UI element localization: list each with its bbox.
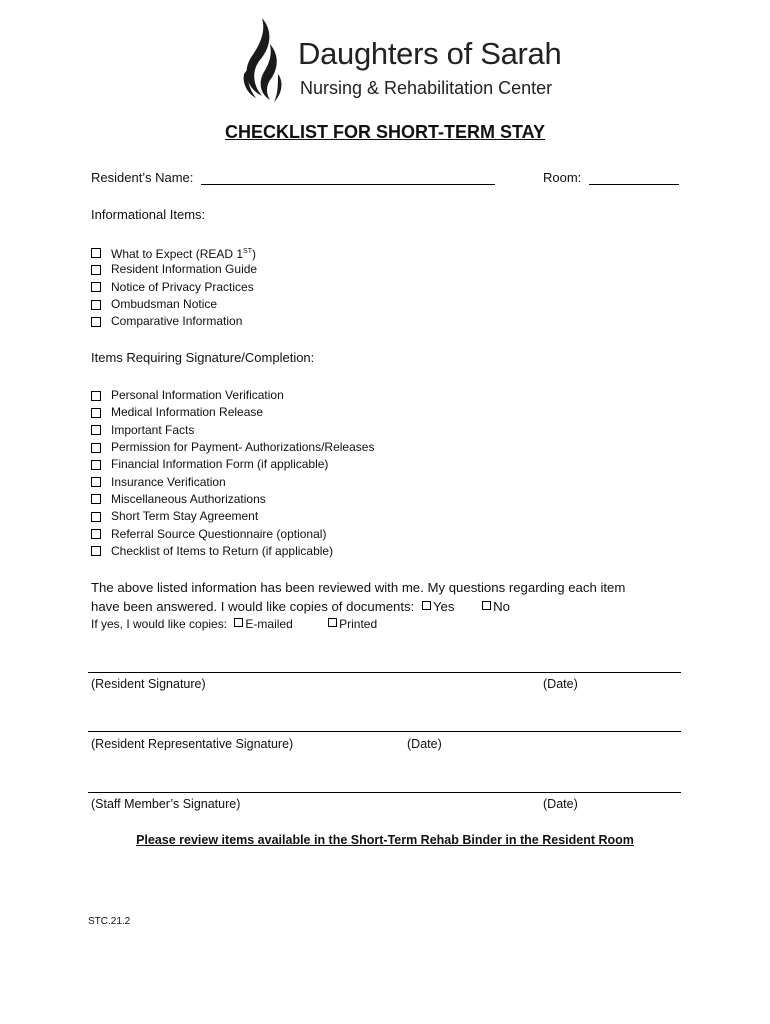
printed-checkbox[interactable] — [328, 618, 337, 627]
item-label: Short Term Stay Agreement — [111, 509, 259, 524]
resident-name-row — [91, 170, 495, 185]
page-title: CHECKLIST FOR SHORT-TERM STAY — [224, 122, 545, 142]
no-option[interactable] — [482, 599, 510, 614]
staff-signature-line[interactable] — [88, 792, 681, 793]
signature-items-heading: Items Requiring Signature/Completion: — [91, 350, 315, 365]
logo — [240, 14, 580, 106]
staff-date-label: (Date) — [543, 797, 578, 811]
item-label: Referral Source Questionnaire (optional) — [111, 526, 327, 541]
item-label: Checklist of Items to Return (if applicable) — [111, 543, 334, 558]
checkbox[interactable] — [91, 477, 101, 487]
informational-heading: Informational Items: — [91, 207, 206, 222]
item-label: Comparative Information — [111, 314, 243, 329]
informational-list — [91, 244, 257, 330]
item-label: Medical Information Release — [111, 405, 264, 420]
checkbox[interactable] — [91, 391, 101, 401]
checkbox[interactable] — [91, 460, 101, 470]
representative-date-label: (Date) — [407, 737, 442, 751]
list-item — [91, 279, 257, 296]
item-label: Notice of Privacy Practices — [111, 279, 254, 294]
checkbox[interactable] — [91, 282, 101, 292]
yes-label: Yes — [432, 599, 455, 614]
representative-signature-label: (Resident Representative Signature) — [91, 737, 294, 751]
list-item — [91, 508, 374, 525]
checkbox[interactable] — [91, 248, 101, 258]
list-item — [91, 456, 374, 473]
copies-label: If yes, I would like copies: — [91, 617, 228, 631]
resident-date-label: (Date) — [543, 677, 578, 691]
signature-items-list — [91, 387, 374, 560]
room-label: Room: — [543, 170, 582, 185]
resident-signature-label: (Resident Signature) — [91, 677, 206, 691]
checkbox[interactable] — [91, 546, 101, 556]
list-item — [91, 313, 257, 330]
representative-signature-line[interactable] — [88, 731, 681, 732]
list-item — [91, 296, 257, 313]
checkbox[interactable] — [91, 512, 101, 522]
item-label: Miscellaneous Authorizations — [111, 491, 266, 506]
item-label: Personal Information Verification — [111, 388, 284, 403]
emailed-label: E-mailed — [245, 617, 293, 631]
room-field[interactable] — [589, 171, 679, 185]
printed-option[interactable] — [328, 617, 377, 631]
list-item — [91, 422, 374, 439]
checkbox[interactable] — [91, 300, 101, 310]
list-item — [91, 404, 374, 421]
list-item — [91, 244, 257, 261]
list-item — [91, 543, 374, 560]
checkbox[interactable] — [91, 425, 101, 435]
no-label: No — [493, 599, 511, 614]
list-item — [91, 525, 374, 542]
checkbox[interactable] — [91, 443, 101, 453]
list-item — [91, 491, 374, 508]
item-label: Permission for Payment- Authorizations/Releases — [111, 440, 375, 455]
list-item — [91, 387, 374, 404]
list-item — [91, 473, 374, 490]
no-checkbox[interactable] — [482, 601, 491, 610]
staff-signature-label: (Staff Member’s Signature) — [91, 797, 241, 811]
checkbox[interactable] — [91, 317, 101, 327]
resident-signature-line[interactable] — [88, 672, 681, 673]
emailed-checkbox[interactable] — [234, 618, 243, 627]
resident-name-field[interactable] — [201, 171, 495, 185]
copies-row — [91, 617, 377, 631]
checkbox[interactable] — [91, 494, 101, 504]
item-label: Important Facts — [111, 422, 195, 437]
item-label: Ombudsman Notice — [111, 297, 218, 312]
yes-checkbox[interactable] — [422, 601, 431, 610]
form-code: STC.21.2 — [88, 916, 131, 927]
item-label: Financial Information Form (if applicable) — [111, 457, 329, 472]
review-line-2 — [91, 599, 510, 614]
resident-name-label: Resident’s Name: — [91, 170, 194, 185]
flame-icon — [240, 14, 292, 106]
list-item — [91, 439, 374, 456]
review-line-1: The above listed information has been reviewed with me. My questions regarding each item — [91, 580, 626, 595]
room-row — [543, 170, 679, 185]
checkbox[interactable] — [91, 529, 101, 539]
list-item — [91, 261, 257, 278]
checkbox[interactable] — [91, 408, 101, 418]
review-line-2-text: have been answered. I would like copies of documents: — [91, 599, 415, 614]
binder-note: Please review items available in the Short-Term Rehab Binder in the Resident Room — [136, 833, 634, 847]
yes-option[interactable] — [422, 599, 455, 614]
item-label: Resident Information Guide — [111, 262, 258, 277]
item-label: What to Expect (READ 1ST) — [111, 246, 256, 261]
printed-label: Printed — [339, 617, 378, 631]
logo-name: Daughters of Sarah — [298, 36, 562, 71]
emailed-option[interactable] — [234, 617, 292, 631]
checkbox[interactable] — [91, 265, 101, 275]
logo-subtitle: Nursing & Rehabilitation Center — [300, 78, 553, 98]
item-label: Insurance Verification — [111, 474, 226, 489]
